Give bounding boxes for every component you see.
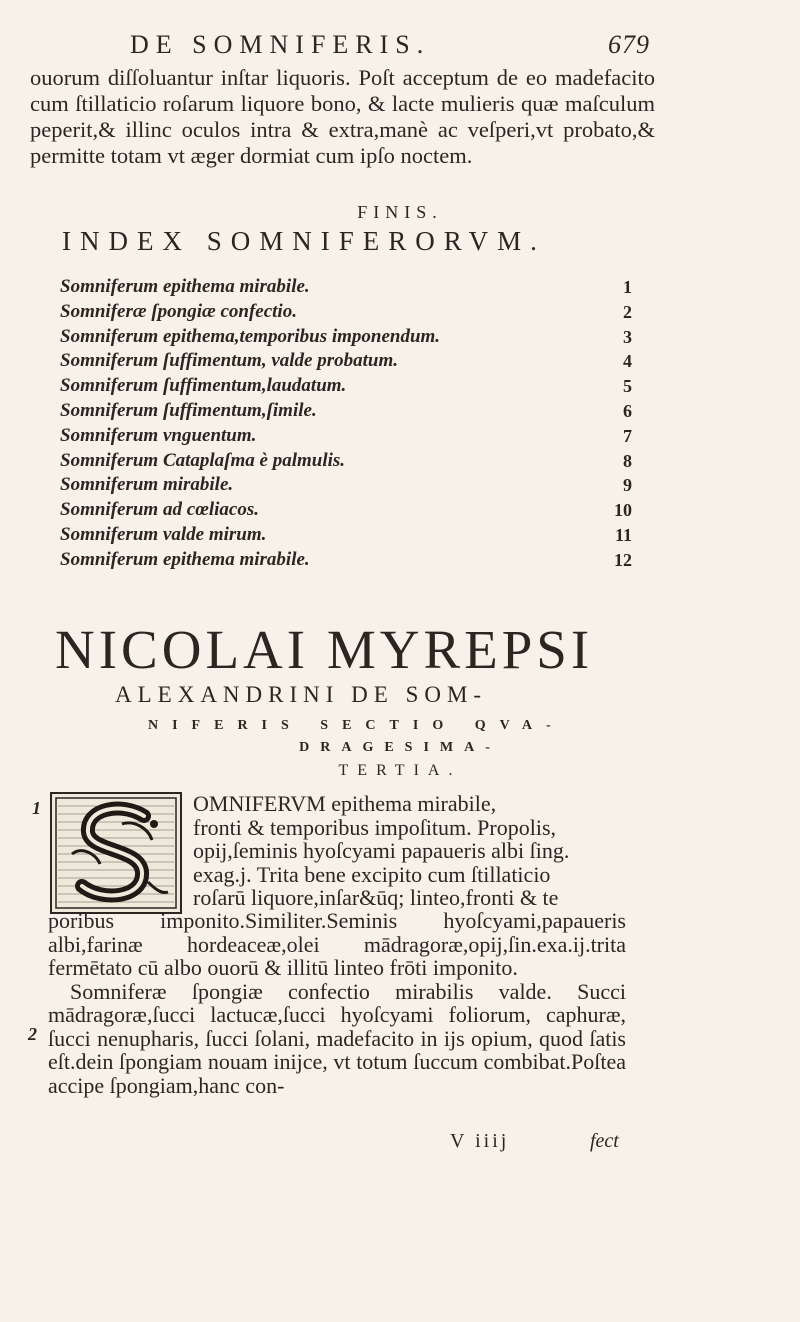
index-entry-number: 6 <box>623 400 632 421</box>
index-entry <box>60 349 632 374</box>
index-entry <box>60 473 632 498</box>
section-heading-line-4: DRAGESIMA- <box>299 740 501 755</box>
index-entry-label: Somniferum epithema,temporibus imponendum. <box>60 325 441 347</box>
section-heading-line-3: NIFERIS SECTIO QVA- <box>148 718 565 733</box>
index-entry <box>60 300 632 325</box>
index-entry-number: 1 <box>623 277 632 297</box>
index-entry-label: Somniferum valde mirum. <box>60 523 267 545</box>
continued-paragraph-text: ouorum diſſoluantur inſtar liquoris. Poſt acceptum de eo madefacito cum ſtillaticio roſarum liquore bono, & lacte mulieris quæ maſculum peperit,& illinc oculos intra & extra,manè ac veſperi,vt probato,& permitte totam vt æger dormiat cum ipſo noctem. <box>30 65 655 168</box>
decorated-initial-s <box>50 792 182 914</box>
page-number: 679 <box>608 30 650 59</box>
index-entry-label: Somniferum ſuffimentum,ſimile. <box>60 399 317 421</box>
decorated-initial-icon <box>52 794 180 912</box>
recipe-line: OMNIFERVM epithema mirabile, <box>193 791 497 816</box>
index-entry-label: Somniferum ſuffimentum,laudatum. <box>60 375 347 397</box>
index-entry-number: 10 <box>614 500 632 521</box>
recipe-1-opening <box>193 792 623 910</box>
running-head <box>130 30 650 64</box>
index-list <box>60 275 632 573</box>
running-head-title: DE SOMNIFERIS. <box>130 30 431 59</box>
index-entry <box>60 449 632 474</box>
index-entry <box>60 424 632 449</box>
index-entry-number: 4 <box>623 351 632 372</box>
recipe-2-paragraph: Somniferæ ſpongiæ confectio mirabilis valde. Succi mādragoræ,ſucci lactucæ,ſucci hyoſcyami foliorum, caphuræ, ſucci nenupharis, ſucci ſolani, madefacito in ijs opium, quod ſatis eſt.dein ſpongiam nouam inijce, vt totum ſuccum combibat.Poſtea accipe ſpongiam,hanc con- <box>48 978 626 1098</box>
index-entry-label: Somniferum ſuffimentum, valde probatum. <box>60 350 398 372</box>
section-heading-line-5: TERTIA. <box>338 762 462 779</box>
signature-mark: V iiij <box>450 1130 510 1152</box>
index-entry-label: Somniferæ ſpongiæ confectio. <box>60 300 297 322</box>
index-entry-number: 9 <box>623 475 632 496</box>
recipe-body <box>48 909 626 1097</box>
index-entry-label: Somniferum vnguentum. <box>60 424 257 446</box>
index-entry <box>60 325 632 350</box>
index-entry <box>60 275 632 300</box>
recipe-line: fronti & temporibus impoſitum. Propolis, <box>193 814 556 840</box>
index-entry-number: 11 <box>614 524 632 545</box>
section-heading-line-2: ALEXANDRINI DE SOM- <box>115 682 488 707</box>
index-entry-label: Somniferum mirabile. <box>60 474 234 496</box>
recipe-line: roſarū liquore,inſar&ūq; linteo,fronti & te <box>193 885 559 910</box>
recipe-line: opij,ſeminis hyoſcyami papaueris albi ſing. <box>193 838 570 863</box>
index-entry <box>60 498 632 523</box>
index-entry <box>60 548 632 573</box>
index-entry <box>60 374 632 399</box>
index-entry-number: 8 <box>623 450 632 471</box>
recipe-line: exag.j. Trita bene excipito cum ſtillaticio <box>193 861 551 887</box>
margin-number: 1 <box>32 798 41 818</box>
index-entry <box>60 399 632 424</box>
section-author-heading: NICOLAI MYREPSI <box>55 619 594 680</box>
finis-label: FINIS. <box>357 202 443 222</box>
index-entry-number: 5 <box>623 376 632 397</box>
index-entry-label: Somniferum ad cœliacos. <box>60 499 259 521</box>
index-entry-number: 2 <box>623 301 632 322</box>
recipe-1-continuation: poribus imponito.Similiter.Seminis hyoſcyami,papaueris albi,farinæ hordeaceæ,olei mādragoræ,opij,ſin.exa.ij.trita fermētato cū albo ouorū & illitū linteo frōti imponito. <box>48 908 626 980</box>
index-entry-number: 3 <box>623 326 632 347</box>
index-entry-label: Somniferum Cataplaſma è palmulis. <box>60 449 346 471</box>
index-entry-number: 7 <box>623 425 632 446</box>
catchword: fect <box>590 1130 619 1152</box>
index-entry-number: 12 <box>614 549 632 570</box>
continued-paragraph <box>30 65 655 169</box>
margin-number: 2 <box>28 1024 37 1044</box>
index-entry-label: Somniferum epithema mirabile. <box>60 276 310 297</box>
index-entry-label: Somniferum epithema mirabile. <box>60 548 310 570</box>
index-entry <box>60 523 632 548</box>
index-title: INDEX SOMNIFERORVM. <box>62 226 546 256</box>
